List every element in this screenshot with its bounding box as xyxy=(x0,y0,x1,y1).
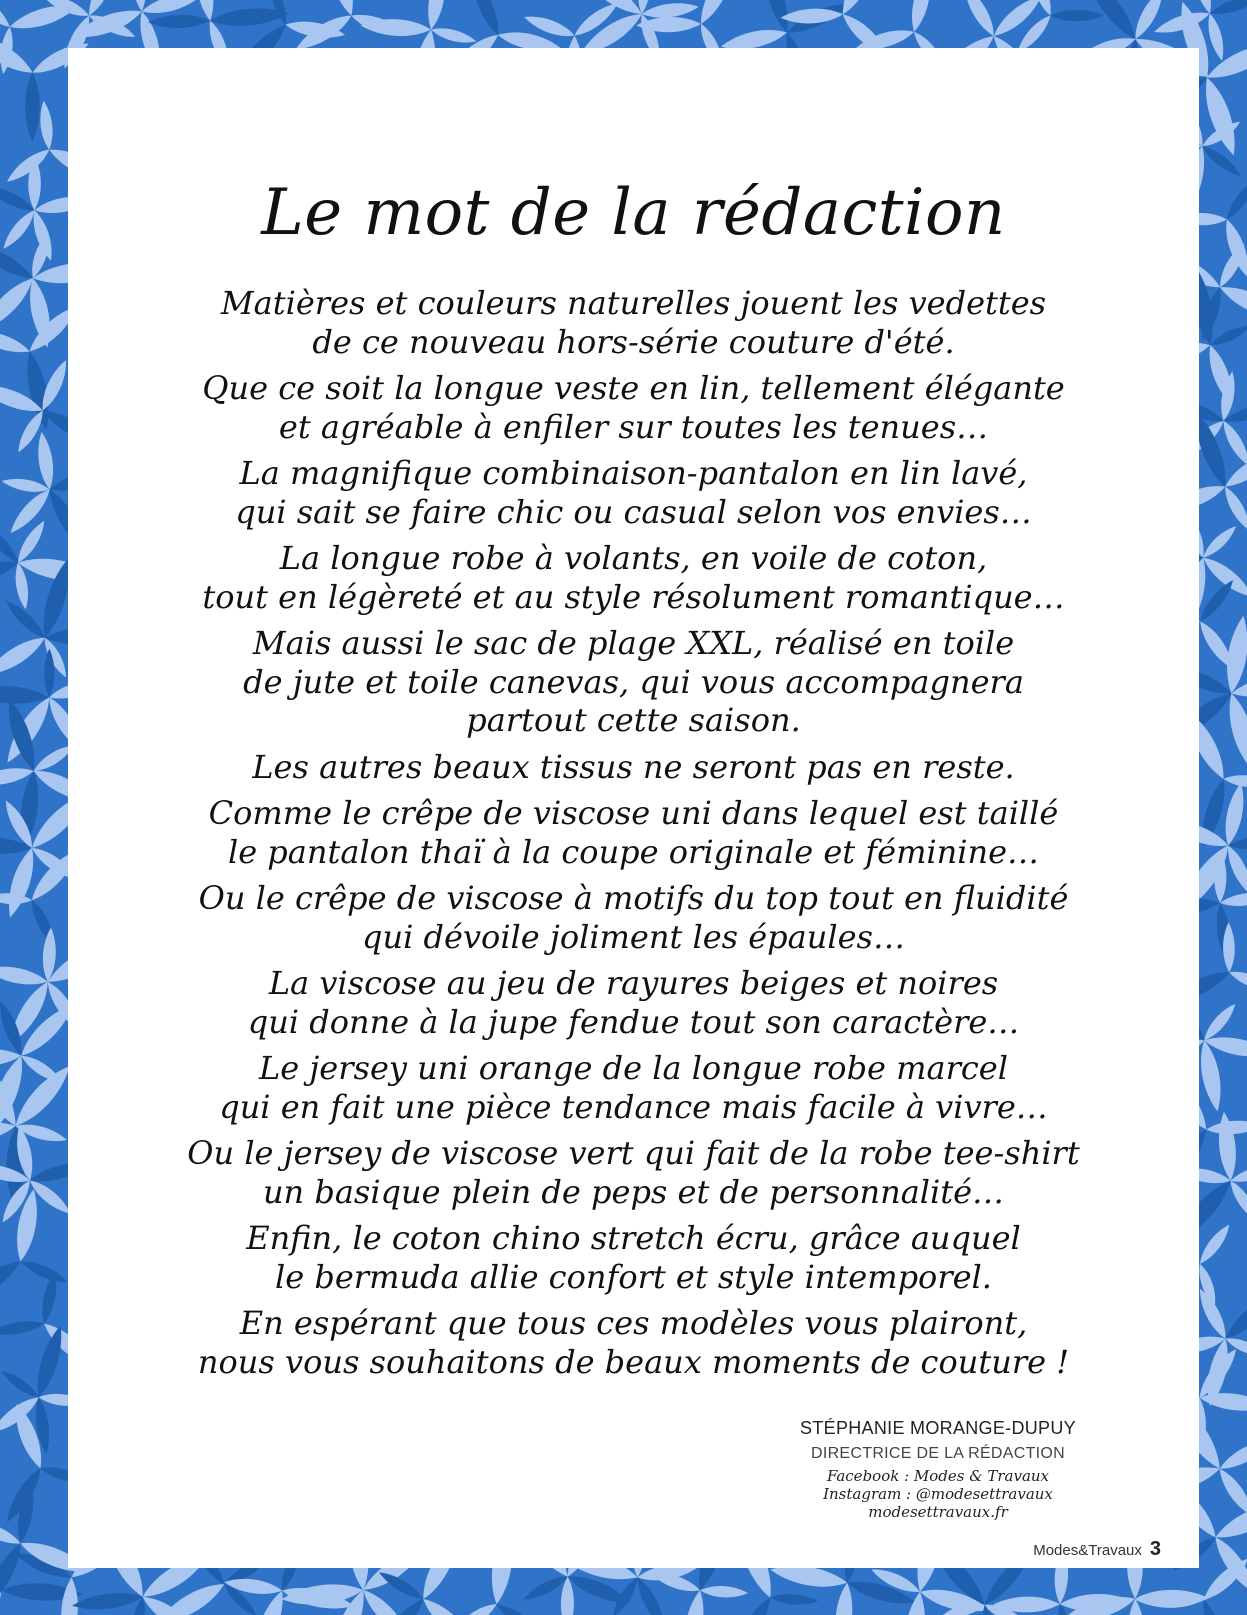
text-line: le pantalon thaï à la coupe originale et féminine… xyxy=(227,832,1040,871)
paragraph xyxy=(108,369,1159,446)
paragraph xyxy=(108,454,1159,531)
text-line: qui donne à la jupe fendue tout son caractère… xyxy=(247,1002,1020,1041)
paragraph xyxy=(108,748,1159,787)
facebook-link[interactable]: Facebook : Modes & Travaux xyxy=(826,1467,1050,1485)
page-footer xyxy=(1033,1538,1161,1561)
text-line: Que ce soit la longue veste en lin, tellement élégante xyxy=(202,369,1065,407)
paragraph xyxy=(108,794,1159,871)
text-line: qui dévoile joliment les épaules… xyxy=(362,917,905,956)
signature-role: DIRECTRICE DE LA RÉDACTION xyxy=(810,1445,1066,1462)
social-links xyxy=(748,1467,1128,1521)
text-line: Comme le crêpe de viscose uni dans lequel est taillé xyxy=(208,794,1059,832)
paragraph xyxy=(108,1304,1159,1381)
editorial-panel xyxy=(68,48,1199,1568)
text-line: Les autres beaux tissus ne seront pas en reste. xyxy=(252,747,1015,786)
page-title: Le mot de la rédaction xyxy=(261,176,1006,250)
text-line: En espérant que tous ces modèles vous plairont, xyxy=(239,1304,1028,1342)
text-line: La magnifique combinaison-pantalon en lin lavé, xyxy=(239,454,1028,492)
text-line: tout en légèreté et au style résolument romantique… xyxy=(202,577,1065,616)
text-line: et agréable à enfiler sur toutes les tenues… xyxy=(278,407,989,446)
text-line: nous vous souhaitons de beaux moments de couture ! xyxy=(197,1342,1070,1381)
footer-brand: Modes&Travaux xyxy=(1033,1542,1142,1559)
text-line: La longue robe à volants, en voile de coton, xyxy=(279,539,988,577)
editorial-text xyxy=(108,284,1159,1389)
text-line: qui en fait une pièce tendance mais facile à vivre… xyxy=(219,1087,1048,1126)
paragraph xyxy=(108,1134,1159,1211)
text-line: Mais aussi le sac de plage XXL, réalisé en toile xyxy=(252,624,1015,662)
paragraph xyxy=(108,1219,1159,1296)
text-line: Matières et couleurs naturelles jouent les vedettes xyxy=(220,284,1047,322)
text-line: Enfin, le coton chino stretch écru, grâce auquel xyxy=(246,1219,1021,1257)
page-number: 3 xyxy=(1149,1538,1161,1560)
text-line: partout cette saison. xyxy=(466,701,801,739)
paragraph xyxy=(108,539,1159,616)
text-line: qui sait se faire chic ou casual selon vos envies… xyxy=(235,492,1032,531)
paragraph xyxy=(108,964,1159,1041)
text-line: de ce nouveau hors-série couture d'été. xyxy=(312,322,955,361)
text-line: le bermuda allie confort et style intemporel. xyxy=(275,1257,992,1296)
website-link[interactable]: modesettravaux.fr xyxy=(868,1503,1008,1521)
text-line: Le jersey uni orange de la longue robe marcel xyxy=(259,1049,1008,1087)
text-line: Ou le crêpe de viscose à motifs du top tout en fluidité xyxy=(198,879,1069,917)
paragraph xyxy=(108,1049,1159,1126)
text-line: Ou le jersey de viscose vert qui fait de la robe tee-shirt xyxy=(187,1134,1080,1172)
paragraph xyxy=(108,284,1159,361)
text-line: La viscose au jeu de rayures beiges et noires xyxy=(268,964,999,1002)
paragraph xyxy=(108,624,1159,740)
instagram-link[interactable]: Instagram : @modesettravaux xyxy=(823,1485,1053,1503)
signature-name: STÉPHANIE MORANGE-DUPUY xyxy=(800,1418,1076,1438)
paragraph xyxy=(108,879,1159,956)
text-line: un basique plein de peps et de personnalité… xyxy=(262,1172,1005,1211)
signature-block xyxy=(748,1418,1128,1521)
text-line: de jute et toile canevas, qui vous accompagnera xyxy=(243,662,1024,701)
